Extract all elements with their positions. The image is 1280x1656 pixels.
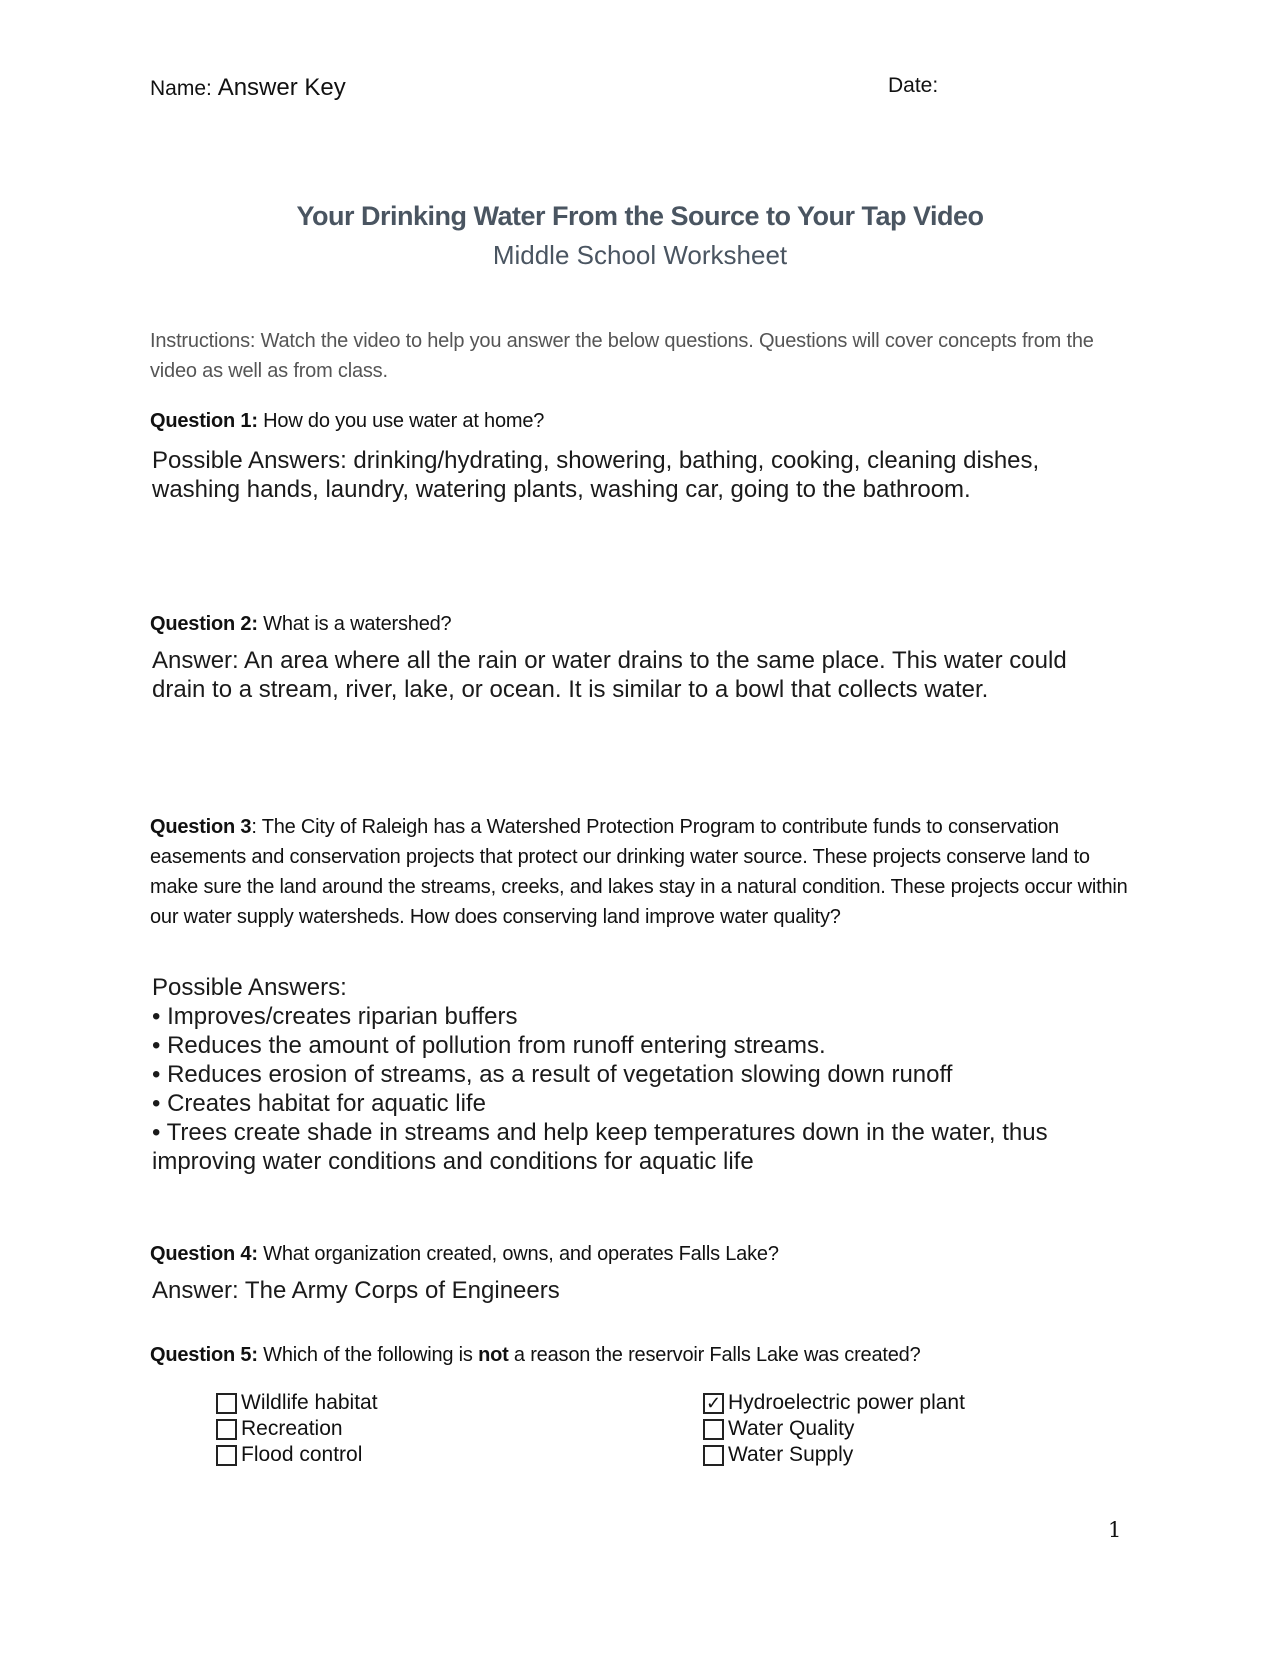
question-4-label: Question 4: [150, 1243, 258, 1265]
answer-line: drain to a stream, river, lake, or ocean. It is similar to a bowl that collects water. [152, 676, 989, 703]
answer-bullet: • Improves/creates riparian buffers [152, 1003, 518, 1030]
worksheet-subtitle: Middle School Worksheet [492, 240, 788, 270]
option-label: Water Quality [728, 1417, 855, 1440]
option-label: Wildlife habitat [241, 1391, 378, 1414]
question-3-text: : The City of Raleigh has a Watershed Protection Program to contribute funds to conservation easements and conservation projects that protect our drinking water source. These projects conserve land to make sure the land around the streams, creeks, and lakes stay in a natural condition. These projects occur within our water supply watersheds. How does conserving land improve water quality? [150, 816, 1128, 928]
question-5-label: Question 5: [150, 1344, 258, 1366]
instructions: Instructions: Watch the video to help you answer the below questions. Questions will cover concepts from the video as well as from class. [150, 330, 1094, 382]
option-flood-control[interactable] [216, 1442, 378, 1468]
answer-line: washing hands, laundry, watering plants, washing car, going to the bathroom. [152, 476, 971, 503]
date-label: Date: [888, 74, 939, 97]
option-label: Hydroelectric power plant [728, 1391, 965, 1414]
answer-2 [152, 646, 1142, 704]
question-2 [150, 609, 1140, 639]
page-number: 1 [1108, 1518, 1122, 1542]
checkbox[interactable] [703, 1419, 724, 1440]
option-label: Flood control [241, 1443, 363, 1466]
answer-4 [152, 1276, 1142, 1305]
option-label: Water Supply [728, 1443, 854, 1466]
checkbox[interactable] [216, 1445, 237, 1466]
option-hydroelectric-power-plant[interactable] [703, 1390, 965, 1416]
question-3 [150, 812, 1140, 932]
question-5-text: Which of the following is [257, 1344, 479, 1366]
name-field [150, 74, 346, 102]
answer-bullet: • Creates habitat for aquatic life [152, 1090, 486, 1117]
question-1 [150, 406, 1140, 436]
question-5-emphasis: not [478, 1344, 509, 1366]
question-1-label: Question 1: [150, 410, 258, 432]
answer-line: Possible Answers: drinking/hydrating, showering, bathing, cooking, cleaning dishes, [152, 447, 1040, 474]
answer-line: improving water conditions and conditions for aquatic life [152, 1148, 754, 1175]
answer-line: Answer: The Army Corps of Engineers [152, 1277, 560, 1304]
answer-bullet: • Reduces the amount of pollution from runoff entering streams. [152, 1032, 826, 1059]
answer-1 [152, 446, 1142, 504]
question-2-text: What is a watershed? [257, 613, 452, 635]
checkbox[interactable] [216, 1419, 237, 1440]
question-5 [150, 1340, 1140, 1370]
question-3-label: Question 3 [150, 816, 252, 838]
option-water-quality[interactable] [703, 1416, 965, 1442]
question-4-text: What organization created, owns, and operates Falls Lake? [257, 1243, 779, 1265]
option-recreation[interactable] [216, 1416, 378, 1442]
checkbox[interactable] [703, 1445, 724, 1466]
checkbox-checked[interactable] [703, 1393, 724, 1414]
option-label: Recreation [241, 1417, 343, 1440]
name-label: Name: [150, 77, 212, 100]
options-left-column [216, 1390, 378, 1468]
question-2-label: Question 2: [150, 613, 258, 635]
question-4 [150, 1239, 1140, 1269]
answer-line: Answer: An area where all the rain or water drains to the same place. This water could [152, 647, 1067, 674]
answer-bullet: • Trees create shade in streams and help keep temperatures down in the water, thus [152, 1119, 1048, 1146]
answer-line: Possible Answers: [152, 974, 347, 1001]
question-5-text-end: a reason the reservoir Falls Lake was created? [508, 1344, 921, 1366]
answer-3 [152, 973, 1142, 1176]
option-water-supply[interactable] [703, 1442, 965, 1468]
question-1-text: How do you use water at home? [257, 410, 545, 432]
option-wildlife-habitat[interactable] [216, 1390, 378, 1416]
worksheet-title: Your Drinking Water From the Source to Your Tap Video [296, 201, 984, 231]
answer-bullet: • Reduces erosion of streams, as a result of vegetation slowing down runoff [152, 1061, 953, 1088]
name-value: Answer Key [217, 74, 346, 101]
checkbox[interactable] [216, 1393, 237, 1414]
options-right-column [703, 1390, 965, 1468]
check-icon: ✓ [705, 1393, 722, 1413]
